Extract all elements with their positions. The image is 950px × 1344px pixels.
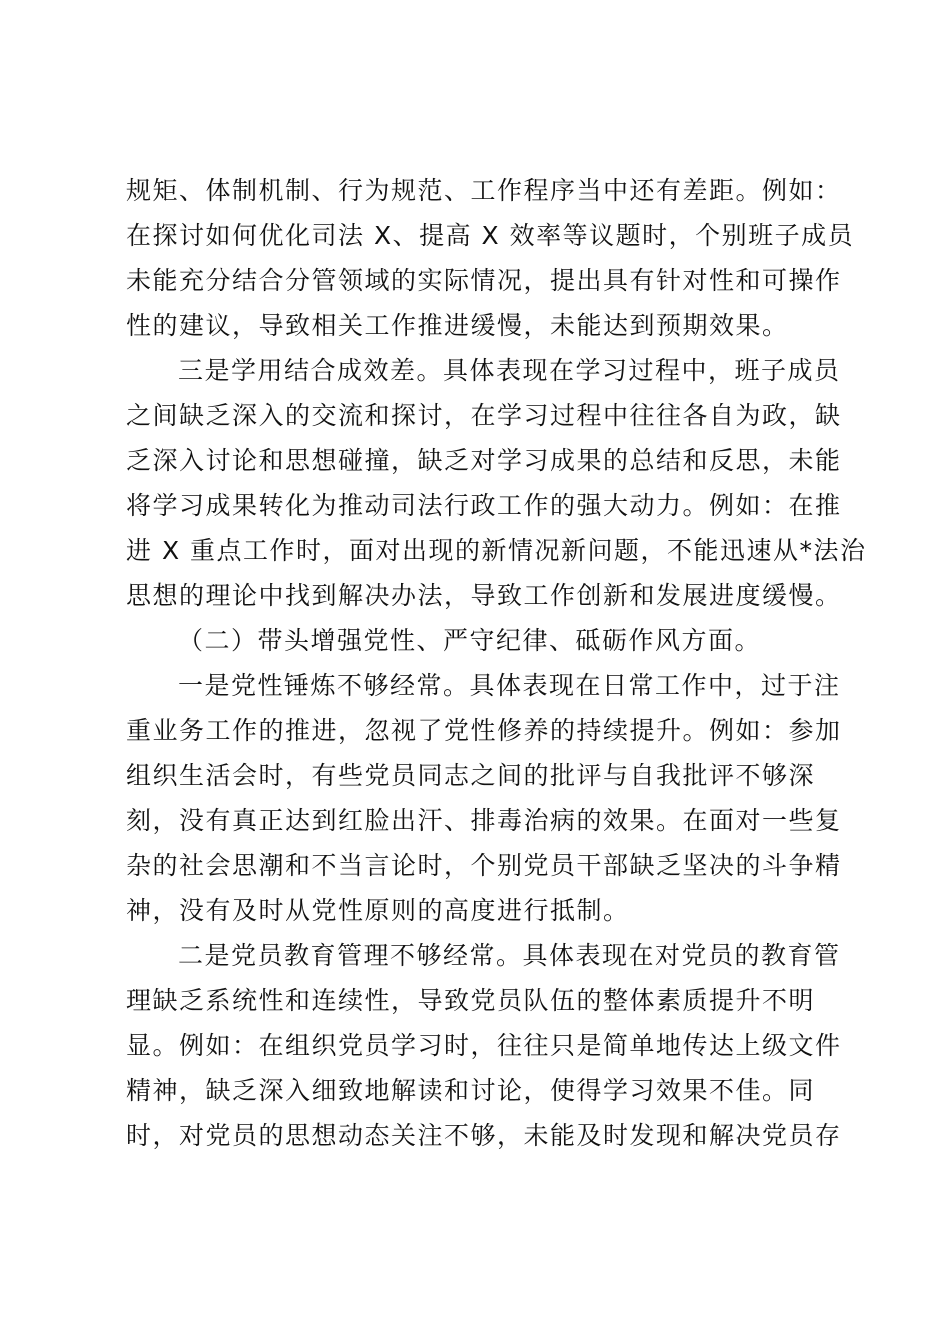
text-line: 在探讨如何优化司法 X、提高 X 效率等议题时，个别班子成员 (126, 221, 855, 250)
text-line: 杂的社会思潮和不当言论时，个别党员干部缺乏坚决的斗争精 (126, 851, 842, 880)
text-line: 重业务工作的推进，忽视了党性修养的持续提升。例如：参加 (126, 716, 842, 745)
text-line: 精神，缺乏深入细致地解读和讨论，使得学习效果不佳。同 (126, 1076, 816, 1105)
text-line: 显。例如：在组织党员学习时，往往只是简单地传达上级文件 (126, 1031, 842, 1060)
text-line: 刻，没有真正达到红脸出汗、排毒治病的效果。在面对一些复 (126, 806, 842, 835)
text-line: 三是学用结合成效差。具体表现在学习过程中，班子成员 (178, 356, 841, 385)
text-line: 理缺乏系统性和连续性，导致党员队伍的整体素质提升不明 (126, 986, 816, 1015)
text-line: 规矩、体制机制、行为规范、工作程序当中还有差距。例如： (126, 176, 842, 205)
text-line: 神，没有及时从党性原则的高度进行抵制。 (126, 896, 630, 925)
text-line: 思想的理论中找到解决办法，导致工作创新和发展进度缓慢。 (126, 581, 842, 610)
text-line: 性的建议，导致相关工作推进缓慢，未能达到预期效果。 (126, 311, 789, 340)
document-body (126, 168, 867, 1158)
text-line: 乏深入讨论和思想碰撞，缺乏对学习成果的总结和反思，未能 (126, 446, 842, 475)
text-line: 时，对党员的思想动态关注不够，未能及时发现和解决党员存 (126, 1121, 842, 1150)
text-line: 之间缺乏深入的交流和探讨，在学习过程中往往各自为政，缺 (126, 401, 842, 430)
text-line: 将学习成果转化为推动司法行政工作的强大动力。例如：在推 (126, 491, 842, 520)
text-line: 进 X 重点工作时，面对出现的新情况新问题，不能迅速从*法治 (126, 536, 867, 565)
text-line: （二）带头增强党性、严守纪律、砥砺作风方面。 (178, 626, 762, 655)
text-line: 组织生活会时，有些党员同志之间的批评与自我批评不够深 (126, 761, 816, 790)
text-line: 一是党性锤炼不够经常。具体表现在日常工作中，过于注 (178, 671, 841, 700)
text-line: 二是党员教育管理不够经常。具体表现在对党员的教育管 (178, 941, 841, 970)
text-line: 未能充分结合分管领域的实际情况，提出具有针对性和可操作 (126, 266, 842, 295)
